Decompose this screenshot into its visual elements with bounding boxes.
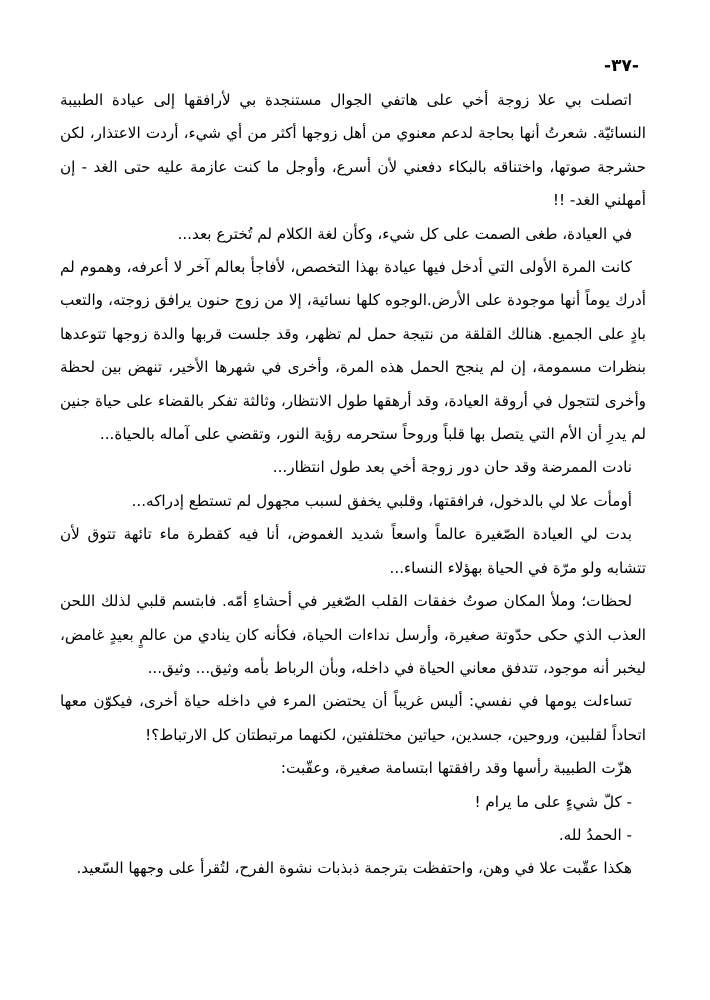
body-text (60, 84, 646, 886)
paragraph: كانت المرة الأولى التي أدخل فيها عيادة بهذا التخصص، لأفاجأ بعالم آخر لا أعرفه، وهموم لم أدرك يوماً أنها موجودة على الأرض.الوجوه كلها نسائية، إلا من زوج حنون يرافق زوجته، والتعب بادٍ على الجميع. هنالك القلقة من نتيجة حمل لم تظهر، وقد جلست قربها والدة زوجها تتوعدها بنظرات مسمومة، إن لم ينجح الحمل هذه المرة، وأخرى في شهرها الأخير، تنهض بين لحظة وأخرى لتتجول في أروقة العيادة، وقد أرهقها طول الانتظار، وثالثة تفكر بالقضاء على حياة جنين لم يدرِ أن الأم التي يتصل بها قلباً وروحاً ستحرمه رؤية النور، وتقضي على آماله بالحياة... (60, 258, 646, 444)
paragraph: هكذا عقّبت علا في وهن، واحتفظت بترجمة ذبذبات نشوة الفرح، لتُقرأ على وجهها السّعيد. (76, 859, 632, 878)
dialogue-line: - كلّ شيءٍ على ما يرام ! (474, 792, 632, 811)
paragraph: لحظات؛ وملأ المكان صوتُ خفقات القلب الصّغير في أحشاءِ أمّه. فابتسم قلبي لذلك اللحن العذب الذي حكى حدّوتة صغيرة، وأرسل نداءات الحياة، فكأنه كان ينادي من عالمٍ بعيدٍ غامض، ليخبر أنه موجود، تتدفق معاني الحياة في داخله، وبأن الرباط بأمه وثيق... وثيق... (60, 592, 646, 677)
paragraph: بدت لي العيادة الصّغيرة عالماً واسعاً شديد الغموض، أنا فيه كقطرة ماء تائهة تتوق لأن تتشابه ولو مرّة في الحياة بهؤلاء النساء... (60, 525, 646, 577)
paragraph: هزّت الطبيبة رأسها وقد رافقتها ابتسامة صغيرة، وعقّبت: (280, 759, 632, 778)
paragraph: في العيادة، طغى الصمت على كل شيء، وكأن لغة الكلام لم تُخترع بعد... (177, 224, 632, 243)
paragraph: أومأت علا لي بالدخول، فرافقتها، وقلبي يخفق لسبب مجهول لم تستطع إدراكه... (131, 491, 632, 510)
paragraph: نادت الممرضة وقد حان دور زوجة أخي بعد طول انتظار... (272, 458, 632, 477)
page-number: -٣٧- (604, 56, 639, 76)
dialogue-line: - الحمدُ لله. (558, 825, 632, 844)
paragraph: اتصلت بي علا زوجة أخي على هاتفي الجوال مستنجدة بي لأرافقها إلى عيادة الطبيبة النسائيّة. شعرتُ أنها بحاجة لدعم معنوي من أهل زوجها أكثر من أي شيء، أردت الاعتذار، لكن حشرجة صوتها، واختناقه بالبكاء دفعني لأن أسرع، وأوجل ما كنت عازمة عليه حتى الغد - إن أمهلني الغد- !! (60, 91, 646, 210)
paragraph: تساءلت يومها في نفسي: أليس غريباً أن يحتضن المرء في داخله حياة أخرى، فيكوّن معها اتحاداً لقلبين، وروحين، جسدين، حياتين مختلفتين، لكنهما مرتبطتان كل الارتباط؟! (60, 692, 646, 744)
